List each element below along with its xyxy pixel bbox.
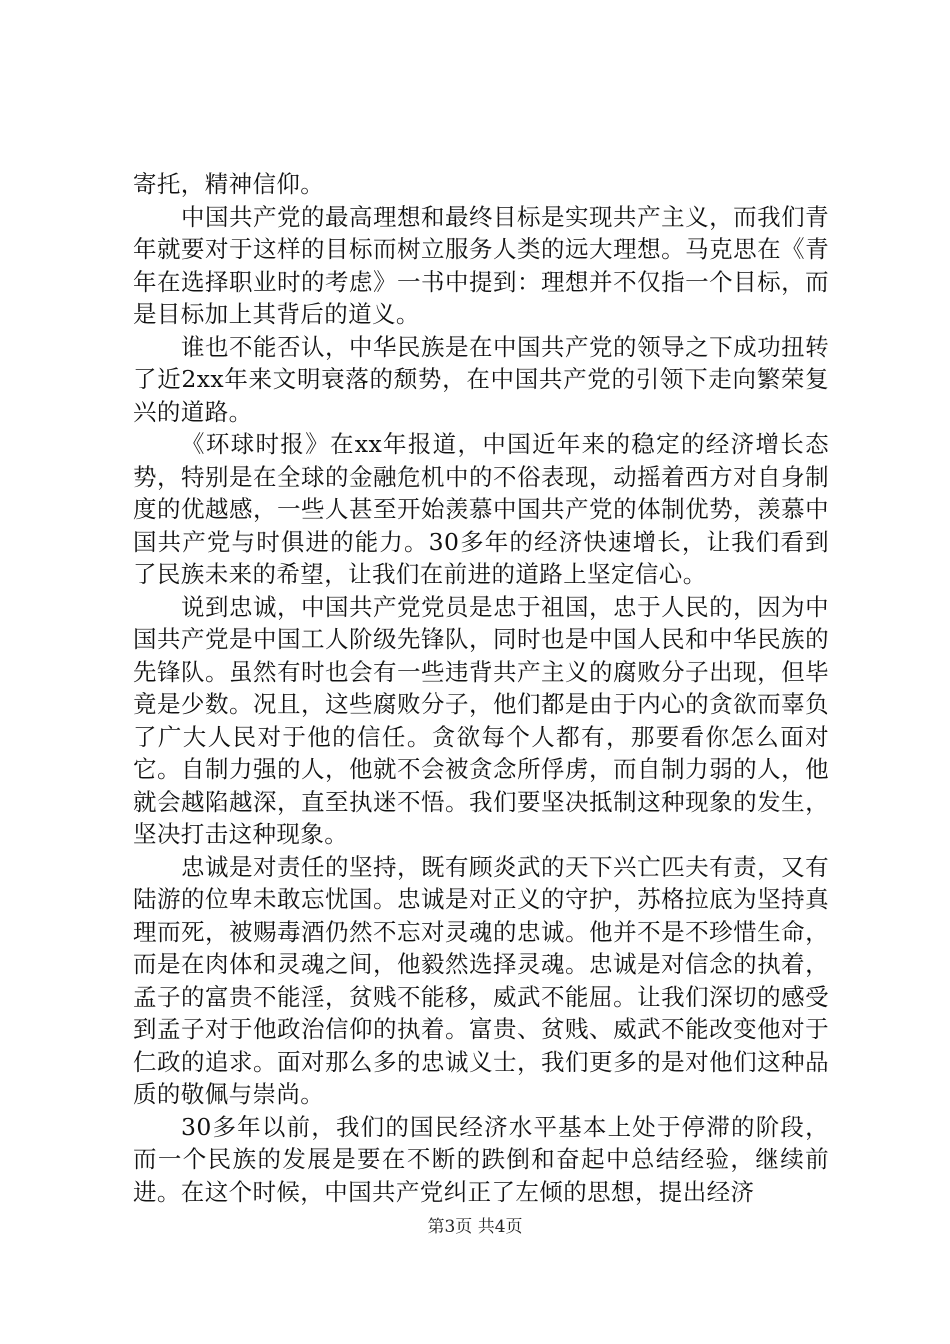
paragraph-loyalty-examples: 忠诚是对责任的坚持，既有顾炎武的天下兴亡匹夫有责，又有陆游的位卑未敢忘忧国。忠诚是对正义的守护，苏格拉底为坚持真理而死，被赐毒酒仍然不忘对灵魂的忠诚。他并不是不珍惜生命，而是在肉体和灵魂之间，他毅然选择灵魂。忠诚是对信念的执着，孟子的富贵不能淫，贫贱不能移，威武不能屈。让我们深切的感受到孟子对于他政治信仰的执着。富贵、贫贱、威武不能改变他对于仁政的追求。面对那么多的忠诚义士，我们更多的是对他们这种品质的敬佩与崇尚。 [133,852,829,1108]
paragraph-continuation: 寄托，精神信仰。 [133,170,325,198]
paragraph-revival: 谁也不能否认，中华民族是在中国共产党的领导之下成功扭转了近2xx年来文明衰落的颓势，在中国共产党的引领下走向繁荣复兴的道路。 [133,332,829,426]
paragraph-loyalty: 说到忠诚，中国共产党党员是忠于祖国，忠于人民的，因为中国共产党是中国工人阶级先锋队，同时也是中国人民和中华民族的先锋队。虽然有时也会有一些违背共产主义的腐败分子出现，但毕竟是少数。况且，这些腐败分子，他们都是由于内心的贪欲而辜负了广大人民对于他的信任。贪欲每个人都有，那要看你怎么面对它。自制力强的人，他就不会被贪念所俘虏，而自制力弱的人，他就会越陷越深，直至执迷不悟。我们要坚决抵制这种现象的发生，坚决打击这种现象。 [133,592,829,848]
document-body [133,168,829,1208]
paragraph-economy: 30多年以前，我们的国民经济水平基本上处于停滞的阶段，而一个民族的发展是要在不断的跌倒和奋起中总结经验，继续前进。在这个时候，中国共产党纠正了左倾的思想，提出经济 [133,1112,829,1206]
page-number-footer: 第3页 共4页 [427,1217,523,1237]
paragraph-ideal: 中国共产党的最高理想和最终目标是实现共产主义，而我们青年就要对于这样的目标而树立服务人类的远大理想。马克思在《青年在选择职业时的考虑》一书中提到：理想并不仅指一个目标，而是目标加上其背后的道义。 [133,202,829,328]
paragraph-global-times: 《环球时报》在xx年报道，中国近年来的稳定的经济增长态势，特别是在全球的金融危机中的不俗表现，动摇着西方对自身制度的优越感，一些人甚至开始羡慕中国共产党的体制优势，羡慕中国共产党与时俱进的能力。30多年的经济快速增长，让我们看到了民族未来的希望，让我们在前进的道路上坚定信心。 [133,430,829,588]
